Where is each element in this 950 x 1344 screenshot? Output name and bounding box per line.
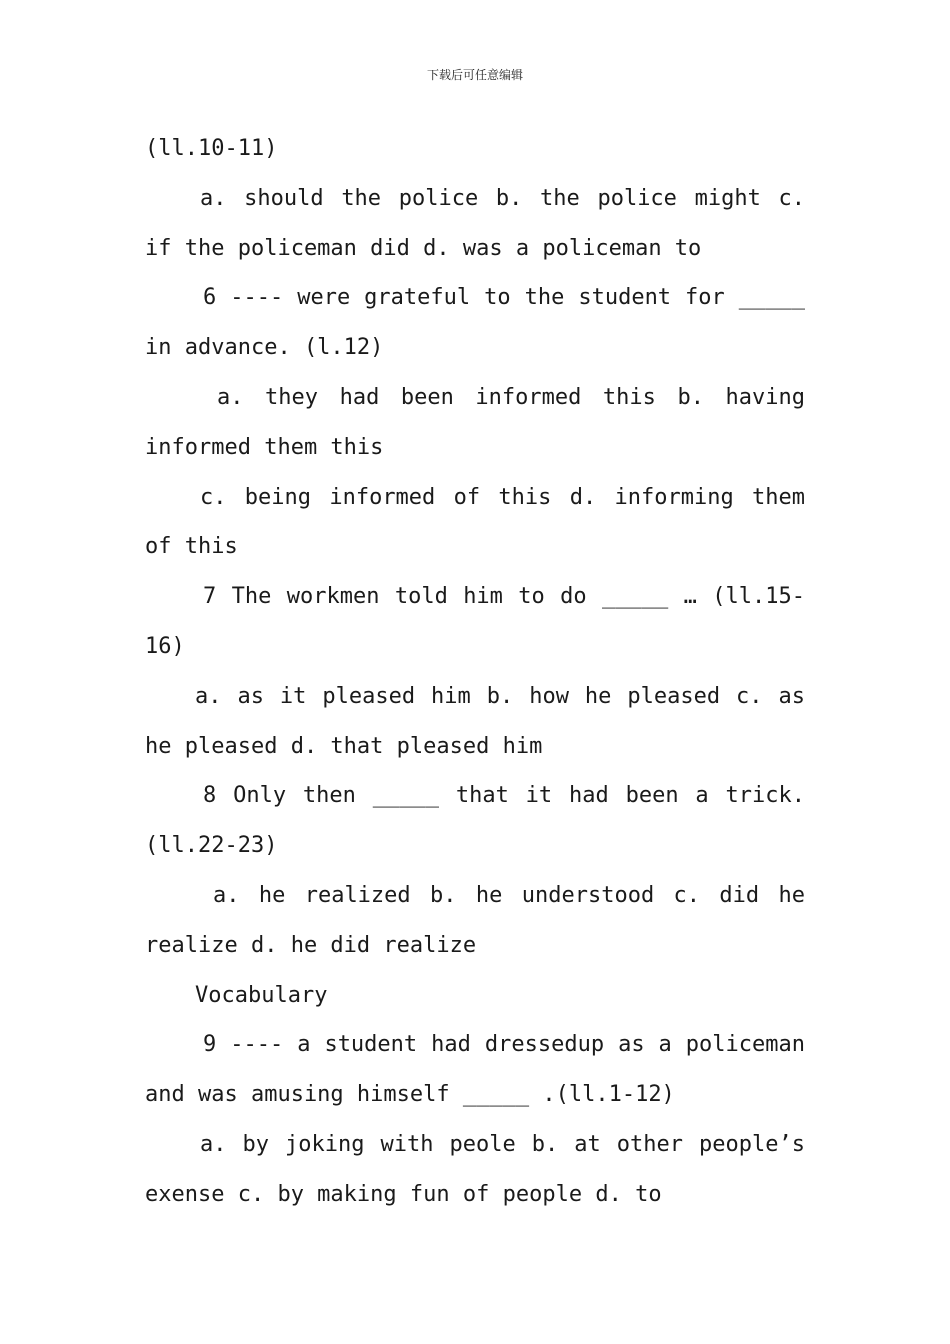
question-5-options: a. should the police b. the police might c. if the policeman did d. was a policeman to: [145, 185, 805, 261]
question-8-options: a. he realized b. he understood c. did he realize d. he did realize: [145, 882, 805, 958]
question-7: 7 The workmen told him to do _____ … (ll.15-16): [145, 584, 805, 659]
question-9-options: a. by joking with peole b. at other people’s exense c. by making fun of people d. to: [145, 1131, 805, 1207]
question-6-options-ab: a. they had been informed this b. having informed them this: [145, 384, 805, 460]
question-6-options-cd: c. being informed of this d. informing them of this: [145, 484, 805, 560]
section-heading-vocabulary: Vocabulary: [195, 982, 328, 1008]
question-9: 9 ---- a student had dressedup as a policeman and was amusing himself _____ .(ll.1-12): [145, 1032, 805, 1108]
line-reference: (ll.10-11): [145, 136, 278, 161]
question-6: 6 ---- were grateful to the student for _____ in advance. (l.12): [145, 285, 805, 361]
question-8: 8 Only then _____ that it had been a trick. (ll.22-23): [145, 783, 805, 859]
document-body: [145, 124, 805, 1220]
page-header: 下载后可任意编辑: [426, 68, 523, 82]
question-7-options: a. as it pleased him b. how he pleased c. as he pleased d. that pleased him: [145, 683, 805, 759]
